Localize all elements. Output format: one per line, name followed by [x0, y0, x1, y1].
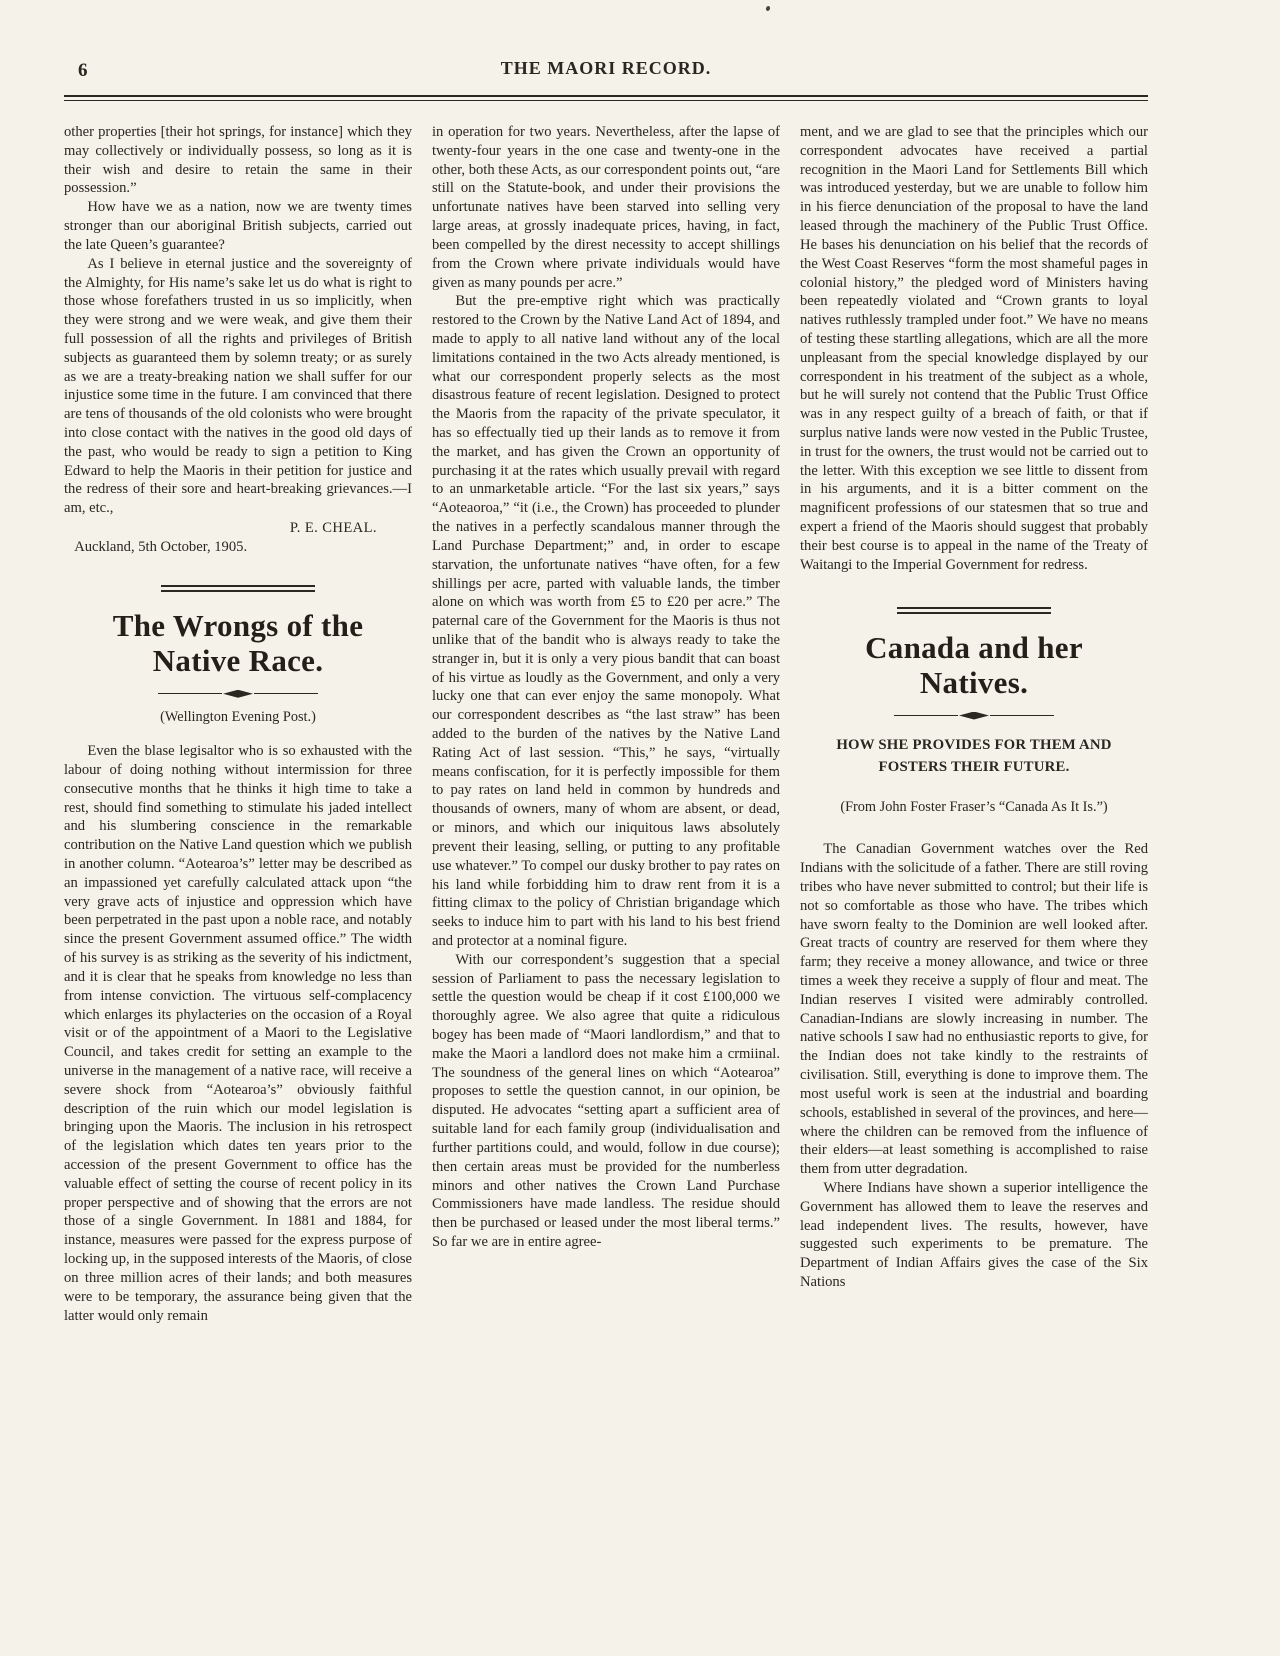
article-paragraph: The Canadian Government watches over the Red Indians with the solicitude of a father. There are still roving tribes who have never submitted to control; but their life is not so comfortable as those who have. The tribes which have sworn fealty to the Dominion are well looked after. Great tracts of country are reserved for them where they farm; they receive a money allowance, and twice or three times a week they receive a supply of flour and meat. The Indian reserves I visited were admirably controlled. Canadian-Indians are slowly increasing in number. The native schools I saw had no enthusiastic reports to give, for the Indian does not take kindly to the restraints of civilisation. Still, everything is done to improve them. The most useful work is seen at the industrial and boarding schools, established in several of the provinces, and here—where the children can be removed from the influence of their elders—at least something is accomplished to raise them from utter degradation.: [800, 841, 1148, 1178]
article-paragraph: With our correspondent’s suggestion that a special session of Parliament to pass the necessary legislation to settle the question would be cheap if it cost £100,000 we thoroughly agree. We also agree that quite a ridiculous bogey has been made of “Maori landlordism,” and that to make the Maori a landlord does not make him a crmiinal. The soundness of the general lines on which “Aotearoa” proposes to settle the question cannot, in our opinion, be disputed. He advocates “setting apart a sufficient area of suitable land for each family group (individualisation and further partitions could, and would, follow in due course); then certain areas must be provided for the numberless minors and other natives the Crown Land Purchase Commissioners have made landless. The residue should then be purchased or leased under the most liberal terms.” So far we are in entire agree-: [432, 951, 780, 1250]
diamond-divider: [894, 712, 1054, 720]
article-columns: [64, 123, 1148, 1325]
letter-dateline: Auckland, 5th October, 1905.: [74, 538, 248, 555]
article-paragraph: But the pre-emptive right which was practically restored to the Crown by the Native Land Act of 1894, and made to apply to all native land without any of the local limitations contained in the two Acts already mentioned, is what our correspondent properly selects as the most disastrous feature of recent legislation. Designed to protect the Maoris from the rapacity of the private speculator, it has so effectually tied up their lands as to remove it from the market, and has given the Crown an opportunity of purchasing it at the rates which usually prevail with regard to an unmarketable article. “For the last six years,” says “Aoteaoroa,” “it (i.e., the Crown) has proceeded to plunder the natives in a perfectly scandalous manner through the Land Purchase Department;” and, in order to escape starvation, the unfortunate natives “have often, for a few shillings per acre, parted with valuable lands, the timber alone on which was worth from £5 to £20 per acre.” The paternal care of the Government for the Maoris is thus not unlike that of the bandit who is always ready to take the stranger in, but it is only a very pious bandit that can boast of his virtue as loudly as the Government, and only a very lucky one that can ever enjoy the same monopoly. What our correspondent describes as “the last straw” has been added to the burden of the natives by the Native Land Rating Act of last session. “This,” he says, “virtually means confiscation, for it is perfectly impossible for them to pay rates on land held in common by hundreds and thousands of owners, many of whom are absent, or dead, or minors, and which our iniquitous laws absolutely prevent their leasing, selling, or putting to any profitable use whatever.” To compel our dusky brother to pay rates on his land while forbidding him to draw rent from it is a fitting climax to the policy of Christian brigandage which seeks to induce him to part with his land to his best friend and protector at a nominal figure.: [432, 293, 780, 949]
column-left: [64, 123, 412, 1325]
article-heading-canada: [800, 607, 1148, 817]
publication-title: THE MAORI RECORD.: [500, 58, 712, 78]
article-heading-wrongs: [64, 585, 412, 726]
headline-wrongs-of-native-race: [64, 608, 412, 678]
diamond-divider: [158, 690, 318, 698]
article-source: (Wellington Evening Post.): [160, 708, 316, 725]
article-paragraph: in operation for two years. Nevertheless, after the lapse of twenty-four years in the one case and twenty-one in the other, both these Acts, as our correspondent points out, “are still on the Statute-book, and under their provisions the unfortunate natives have been starved into selling very large areas, at grossly inadequate prices, having, in fact, been compelled by the direst necessity to accept shillings from the Crown where private individuals would have given as many pounds per acre.”: [432, 124, 780, 291]
diamond-icon: [959, 712, 989, 720]
letter-signature: P. E. CHEAL.: [289, 520, 377, 537]
article-paragraph: Where Indians have shown a superior intelligence the Government has allowed them to leave the reserves and lead independent lives. The results, however, have suggested such experiments to be premature. The Department of Indian Affairs gives the case of the Six Nations: [800, 1179, 1148, 1291]
letter-paragraph: How have we as a nation, now we are twenty times stronger than our aboriginal British subjects, carried out the late Queen’s guarantee?: [64, 199, 412, 253]
column-middle: [432, 123, 780, 1325]
article-subheading: HOW SHE PROVIDES FOR THEM AND FOSTERS THEIR FUTURE.: [836, 736, 1112, 775]
header-rule: [64, 95, 1148, 101]
headline-line: Canada and her: [865, 629, 1083, 665]
article-paragraph: ment, and we are glad to see that the principles which our correspondent advocates have received a partial recognition in the Maori Land for Settlements Bill which was introduced yesterday, but we are unable to follow him in his fierce denunciation of the proposal to have the land leased through the machinery of the Public Trust Office. He bases his denunciation on his belief that the records of the West Coast Reserves “form the most shameful pages in colonial history,” the pledged word of Ministers having been repeatedly violated and “Crown grants to loyal natives ruthlessly trampled under foot.” We have no means of testing these startling allegations, which are all the more unpleasant from the special knowledge displayed by our correspondent in his treatment of the subject as a whole, but he will surely not contend that the Public Trust Office was in any respect guilty of a breach of faith, or that if surplus native lands were now vested in the Public Trustee, in trust for the owners, the trust would not be carried out to the letter. With this exception we see little to dissent from in his arguments, and it is a bitter comment on the magnificent professions of our statesmen that so true and expert a friend of the Maoris should suggest that probably their best course is to appeal in the name of the Treaty of Waitangi to the Imperial Government for redress.: [800, 124, 1148, 573]
diamond-icon: [223, 690, 253, 698]
headline-line: Natives.: [919, 664, 1029, 700]
print-speck: [765, 5, 770, 11]
article-source: (From John Foster Fraser’s “Canada As It Is.”): [840, 798, 1108, 815]
headline-line: The Wrongs of the: [112, 607, 364, 643]
headline-line: Native Race.: [152, 642, 324, 678]
letter-paragraph: As I believe in eternal justice and the sovereignty of the Almighty, for His name’s sake let us do what is right to those whose forefathers trusted in us so implicitly, when they were strong and we were weak, and give them their full possession of all the rights and privileges of British subjects as guaranteed them by solemn treaty; or as surely as we are a treaty-breaking nation we shall suffer for our injustice some time in the future. I am convinced that there are tens of thousands of the old colonists who were brought into close contact with the natives in the good old days of the past, who would be ready to sign a petition to King Edward to help the Maoris in their petition for justice and the redress of their sore and heart-breaking grievances.—I am, etc.,: [64, 255, 412, 517]
headline-rule: [897, 607, 1050, 614]
headline-canada-and-her-natives: [800, 630, 1148, 700]
letter-paragraph: other properties [their hot springs, for instance] which they may collectively or individually possess, so long as it is their wish and desire to retain the same in their possession.”: [64, 124, 412, 197]
headline-rule: [161, 585, 314, 592]
page-number: 6: [78, 60, 88, 81]
article-paragraph: Even the blase legisaltor who is so exhausted with the labour of doing nothing without intermission for three consecutive months that he thinks it high time to take a rest, should find something to stimulate his jaded intellect and his slumbering conscience in the remarkable contribution on the Native Land question which we publish in another column. “Aotearoa’s” letter may be described as an impassioned yet carefully calculated attack upon “the very grave acts of injustice and oppression which have been perpetrated in the past upon a noble race, and notably since the present Government assumed office.” The width of his survey is as striking as the severity of his indictment, and it is clear that he speaks from knowledge no less than from intense conviction. The virtuous self-complacency which enlarges its phylacteries on the occasion of a Royal visit or of the appointment of a Maori to the Legislative Council, and takes credit for setting an example to the universe in the management of a native race, will receive a severe shock from “Aotearoa’s” obviously faithful description of the ruin which our model legislation is bringing upon the Maoris. The inclusion in his retrospect of the legislation which dates ten years prior to the accession of the present Government to office has the valuable effect of setting the course of recent policy in its proper perspective and of showing that the errors are not those of a single Government. In 1881 and 1884, for instance, measures were passed for the express purpose of locking up, in the supposed interests of the Maoris, of close on three million acres of their lands; and both measures were to be temporary, the assurance being given that the latter would only remain: [64, 743, 412, 1324]
page-header: [64, 58, 1148, 88]
newspaper-page: [64, 0, 1148, 1325]
column-right: [800, 123, 1148, 1325]
